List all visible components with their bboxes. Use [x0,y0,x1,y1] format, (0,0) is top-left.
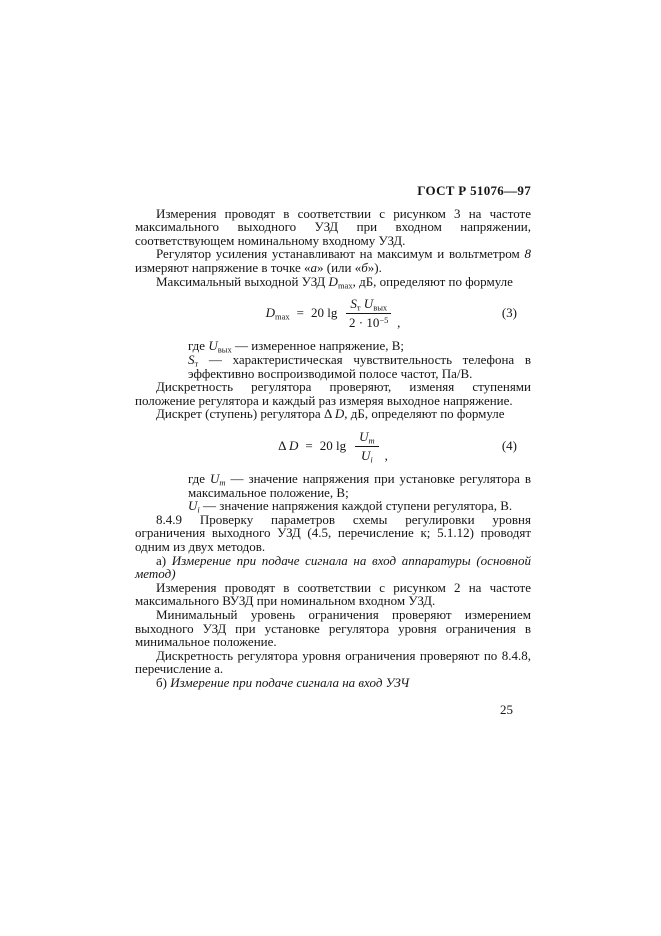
definition-u-m [135,472,531,499]
where-intro: где [188,471,206,487]
formula-3 [135,297,531,329]
text-run: Максимальный выходной УЗД [156,273,329,289]
numerator [355,430,379,447]
sub-i: i [197,504,200,515]
paragraph-method-a [135,554,531,581]
sub-m: m [368,435,375,446]
fraction [346,297,391,329]
text-run: Регулятор усиления устанавливают на максимум и вольтметром [156,246,525,262]
delta-symbol: Δ [323,406,335,422]
paragraph-min-limit: Минимальный уровень ограничения проверяют измерением выходного УЗД при установке регулятора уровня ограничения в минимальное положение. [135,607,531,650]
paragraph-measurements-fig3: Измерения проводят в соответствии с рисунком 3 на частоте максимального выходного УЗД при входном напряжении, соответствующем номинальному входному УЗД. [135,205,531,248]
text-run: » (или « [316,259,362,275]
coefficient: 20 lg [310,305,338,321]
paragraph-8-4-9: 8.4.9 Проверку параметров схемы регулировки уровня ограничения выходного УЗД (4.5, перечисление к; 5.1.12) проводят одним из двух методов. [135,511,531,555]
comma: , [384,447,388,463]
method-b-title: Измерение при подаче сигнала на вход УЗЧ [170,675,410,690]
formula-4 [135,430,531,462]
denominator [361,447,373,463]
dash: — [234,338,248,354]
equals-sign: = [296,305,304,321]
text-block [135,184,531,716]
standard-number-header: ГОСТ Р 51076—97 [417,183,531,198]
sub-t: т [356,302,361,313]
delta-symbol: Δ [278,438,289,454]
paragraph-measurements-fig2: Измерения проводят в соответствии с рисунком 2 на частоте максимального ВУЗД при номинальном входном УЗД. [135,579,531,609]
numerator [346,297,391,314]
definition-text: значение напряжения каждой ступени регулятора, В. [219,498,513,514]
definition-text: измеренное напряжение, В; [251,338,405,354]
var-U: U [210,471,220,487]
point-b-ref: б [361,259,368,275]
sub-t: т [194,358,199,369]
definition-text: характеристическая чувствительность телефона в эффективно воспроизводимой полосе частот, Па/В. [188,351,531,381]
formula-3-lhs [266,306,290,320]
var-S: S [350,296,357,312]
text-run: , дБ, определяют по формуле [352,273,513,289]
voltmeter-ref: 8 [524,246,531,262]
coefficient: 20 lg [319,438,347,454]
paragraph-limit-discreteness: Дискретность регулятора уровня ограничения проверяют по 8.4.8, перечисление а. [135,647,531,677]
definition-s-t [135,353,531,380]
var-D: D [328,273,338,289]
dash: — [230,471,244,487]
sub-m: m [219,477,226,488]
var-U: U [360,447,371,463]
comma: , [397,314,401,330]
equation-number-4: (4) [501,438,517,454]
var-D: D [334,406,345,422]
var-U: U [188,498,198,514]
text-run: Дискрет (ступень) регулятора [156,406,324,422]
var-D: D [289,438,299,454]
dash: — [203,498,217,514]
var-U: U [208,338,218,354]
dash: — [208,351,222,367]
definition-text: значение напряжения при установке регулятора в максимальное положение, В; [188,471,532,500]
sub-vyh: вых [217,344,232,355]
equation-number-3: (3) [501,305,517,321]
formula-4-lhs [278,439,298,453]
paragraph-discreteness: Дискретность регулятора проверяют, изменяя ступенями положение регулятора и каждый раз измеряя выходное напряжение. [135,379,531,408]
formula-3-body [266,297,401,329]
sub-max: max [337,280,353,291]
formula-4-body [278,430,388,462]
list-marker-a: а) [156,552,172,568]
paragraph-max-uzd [135,275,531,289]
where-intro: где [188,338,206,354]
den-exponent: −5 [379,314,389,325]
var-S: S [188,351,195,367]
paragraph-gain-regulator [135,247,531,274]
var-U: U [359,428,369,444]
definition-u-i [135,499,531,513]
den-base: 2 · 10 [349,314,380,330]
paragraph-step-regulator [135,407,531,421]
var-D: D [265,305,275,321]
fraction [355,430,379,462]
method-a-title: Измерение при подаче сигнала на вход аппаратуры (основной метод) [135,552,531,582]
var-U: U [363,296,374,312]
text-run: измеряют напряжение в точке « [135,259,311,275]
list-marker-b: б) [156,675,171,690]
paragraph-method-b [135,676,531,690]
text-run: , дБ, определяют по формуле [344,406,505,422]
equals-sign: = [305,438,313,454]
point-a-ref: а [310,259,317,275]
definition-u-vyh [135,339,531,353]
sub-vyh: вых [373,302,388,313]
denominator [349,314,388,330]
page-number: 25 [500,701,513,717]
sub-max: max [274,311,290,322]
text-run: »). [367,259,382,275]
sub-i: i [370,454,373,464]
